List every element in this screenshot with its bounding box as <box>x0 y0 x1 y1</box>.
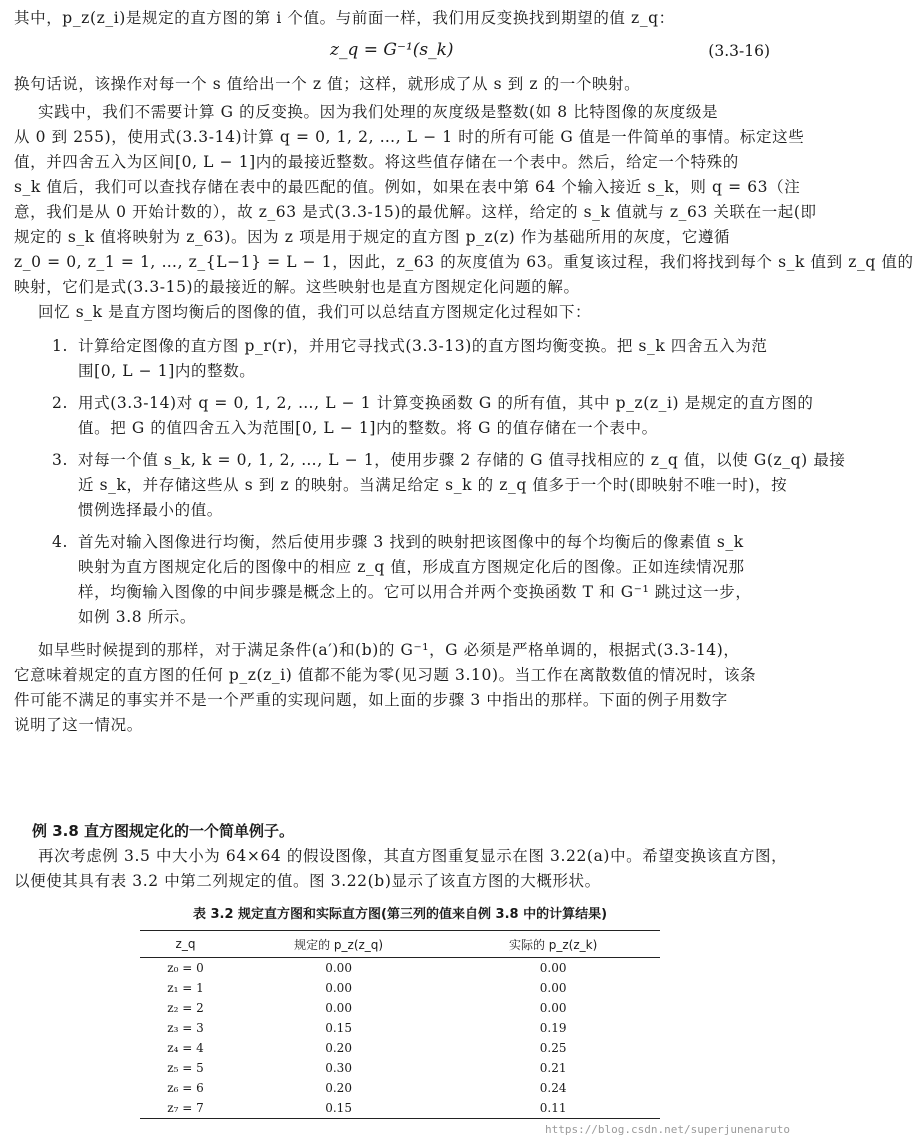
paragraph-line: s_k 值后，我们可以查找存储在表中的最匹配的值。例如，如果在表中第 64 个输入接近 s_k，则 q = 63（注 <box>14 178 801 196</box>
table-cell: z₁ = 1 <box>167 981 204 995</box>
histogram-table <box>140 930 660 1119</box>
table-caption: 表 3.2 规定直方图和实际直方图(第三列的值来自例 3.8 中的计算结果) <box>192 907 608 922</box>
table-row <box>140 1018 660 1038</box>
equation-number: (3.3-16) <box>708 42 770 60</box>
table-cell: 0.24 <box>539 1081 567 1095</box>
table-cell: 0.11 <box>446 1098 660 1119</box>
table-row <box>140 1058 660 1078</box>
table-row <box>140 1078 660 1098</box>
table-cell: z₇ = 7 <box>140 1098 231 1119</box>
step-line: 值。把 G 的值四舍五入为范围[0, L − 1]内的整数。将 G 的值存储在一个表中。 <box>78 419 658 437</box>
table-cell: 0.15 <box>325 1021 352 1035</box>
paragraph-line: 回忆 s_k 是直方图均衡后的图像的值，我们可以总结直方图规定化过程如下： <box>38 303 592 321</box>
paragraph-line: 意，我们是从 0 开始计数的），故 z_63 是式(3.3-15)的最优解。这样，给定的 s_k 值就与 z_63 关联在一起(即 <box>14 203 817 221</box>
table-cell: 0.30 <box>325 1061 352 1075</box>
paragraph-line: z_0 = 0, z_1 = 1, …, z_{L−1} = L − 1，因此，z_63 的灰度值为 63。重复该过程，我们将找到每个 s_k 值到 z_q 值的 <box>14 253 914 271</box>
table-header-cell: 实际的 p_z(z_k) <box>446 931 660 958</box>
paragraph-line: 它意味着规定的直方图的任何 p_z(z_i) 值都不能为零(见习题 3.10)。当工作在离散数值的情况时，该条 <box>14 666 757 684</box>
table-header-cell: 规定的 p_z(z_q) <box>231 931 446 958</box>
step-line: 用式(3.3-14)对 q = 0, 1, 2, …, L − 1 计算变换函数 G 的所有值，其中 p_z(z_i) 是规定的直方图的 <box>78 394 814 412</box>
table-cell: 0.20 <box>325 1041 352 1055</box>
table-cell: 0.00 <box>539 1001 567 1015</box>
paragraph-line: 映射，它们是式(3.3-15)的最接近的解。这些映射也是直方图规定化问题的解。 <box>14 278 580 296</box>
watermark: https://blog.csdn.net/superjunenaruto <box>544 1123 790 1136</box>
step-line: 惯例选择最小的值。 <box>78 501 223 519</box>
table-cell: 0.00 <box>325 1001 352 1015</box>
step-line: 围[0, L − 1]内的整数。 <box>78 362 256 380</box>
paragraph-line: 换句话说，该操作对每一个 s 值给出一个 z 值；这样，就形成了从 s 到 z 的一个映射。 <box>14 75 641 93</box>
equation-3-3-16 <box>0 40 800 66</box>
step-number: 2. <box>52 394 68 412</box>
step-line: 样，均衡输入图像的中间步骤是概念上的。它可以用合并两个变换函数 T 和 G⁻¹ 跳过这一步， <box>78 583 752 601</box>
paragraph-line: 值，并四舍五入为区间[0, L − 1]内的最接近整数。将这些值存储在一个表中。然后，给定一个特殊的 <box>14 153 739 171</box>
step-number: 1. <box>52 337 68 355</box>
table-header-cell: z_q <box>140 931 231 958</box>
table-cell: 0.21 <box>539 1061 567 1075</box>
paragraph-line: 从 0 到 255)，使用式(3.3-14)计算 q = 0, 1, 2, …, L − 1 时的所有可能 G 值是一件简单的事情。标定这些 <box>14 128 805 146</box>
paragraph-line: 实践中，我们不需要计算 G 的反变换。因为我们处理的灰度级是整数(如 8 比特图像的灰度级是 <box>38 103 719 121</box>
table-row <box>140 998 660 1018</box>
table-cell: 0.00 <box>325 961 352 975</box>
paragraph-line: 再次考虑例 3.5 中大小为 64×64 的假设图像，其直方图重复显示在图 3.22(a)中。希望变换该直方图， <box>38 847 788 865</box>
step-line: 对每一个值 s_k, k = 0, 1, 2, …, L − 1，使用步骤 2 存储的 G 值寻找相应的 z_q 值，以使 G(z_q) 最接 <box>78 451 846 469</box>
table-cell: z₄ = 4 <box>167 1041 204 1055</box>
table-cell: 0.15 <box>231 1098 446 1119</box>
table-cell: 0.00 <box>539 981 567 995</box>
table-cell: z₂ = 2 <box>167 1001 204 1015</box>
step-number: 3. <box>52 451 68 469</box>
table-cell: 0.25 <box>539 1041 567 1055</box>
step-line: 近 s_k，并存储这些从 s 到 z 的映射。当满足给定 s_k 的 z_q 值多于一个时(即映射不唯一时)，按 <box>78 476 788 494</box>
table-row <box>140 1098 660 1119</box>
table-cell: 0.20 <box>325 1081 352 1095</box>
table-cell: z₀ = 0 <box>167 961 204 975</box>
table-header-row <box>140 931 660 958</box>
step-line: 如例 3.8 所示。 <box>78 608 197 626</box>
example-heading: 例 3.8 直方图规定化的一个简单例子。 <box>32 822 295 840</box>
paragraph-line: 规定的 s_k 值将映射为 z_63)。因为 z 项是用于规定的直方图 p_z(z) 作为基础所用的灰度，它遵循 <box>14 228 731 246</box>
step-number: 4. <box>52 533 68 551</box>
equation-formula: z_q = G⁻¹(s_k) <box>330 40 454 60</box>
step-line: 首先对输入图像进行均衡，然后使用步骤 3 找到的映射把该图像中的每个均衡后的像素值 s_k <box>78 533 744 551</box>
table-cell: z₃ = 3 <box>167 1021 204 1035</box>
paragraph-line: 以便使其具有表 3.2 中第二列规定的值。图 3.22(b)显示了该直方图的大概形状。 <box>14 872 601 890</box>
table-cell: z₅ = 5 <box>167 1061 204 1075</box>
paragraph-line: 如早些时候提到的那样，对于满足条件(a′)和(b)的 G⁻¹，G 必须是严格单调的，根据式(3.3-14)， <box>38 641 740 659</box>
table-row <box>140 958 660 979</box>
table-cell: 0.00 <box>325 981 352 995</box>
paragraph-line: 件可能不满足的事实并不是一个严重的实现问题，如上面的步骤 3 中指出的那样。下面的例子用数字 <box>14 691 728 709</box>
table-row <box>140 1038 660 1058</box>
paragraph-line: 其中，p_z(z_i)是规定的直方图的第 i 个值。与前面一样，我们用反变换找到期望的值 z_q： <box>14 9 675 27</box>
table-cell: z₆ = 6 <box>167 1081 204 1095</box>
table-cell: 0.00 <box>539 961 567 975</box>
step-line: 映射为直方图规定化后的图像中的相应 z_q 值，形成直方图规定化后的图像。正如连续情况那 <box>78 558 745 576</box>
table-row <box>140 978 660 998</box>
paragraph-line: 说明了这一情况。 <box>14 716 143 734</box>
table-cell: 0.19 <box>539 1021 567 1035</box>
step-line: 计算给定图像的直方图 p_r(r)，并用它寻找式(3.3-13)的直方图均衡变换。把 s_k 四舍五入为范 <box>78 337 768 355</box>
